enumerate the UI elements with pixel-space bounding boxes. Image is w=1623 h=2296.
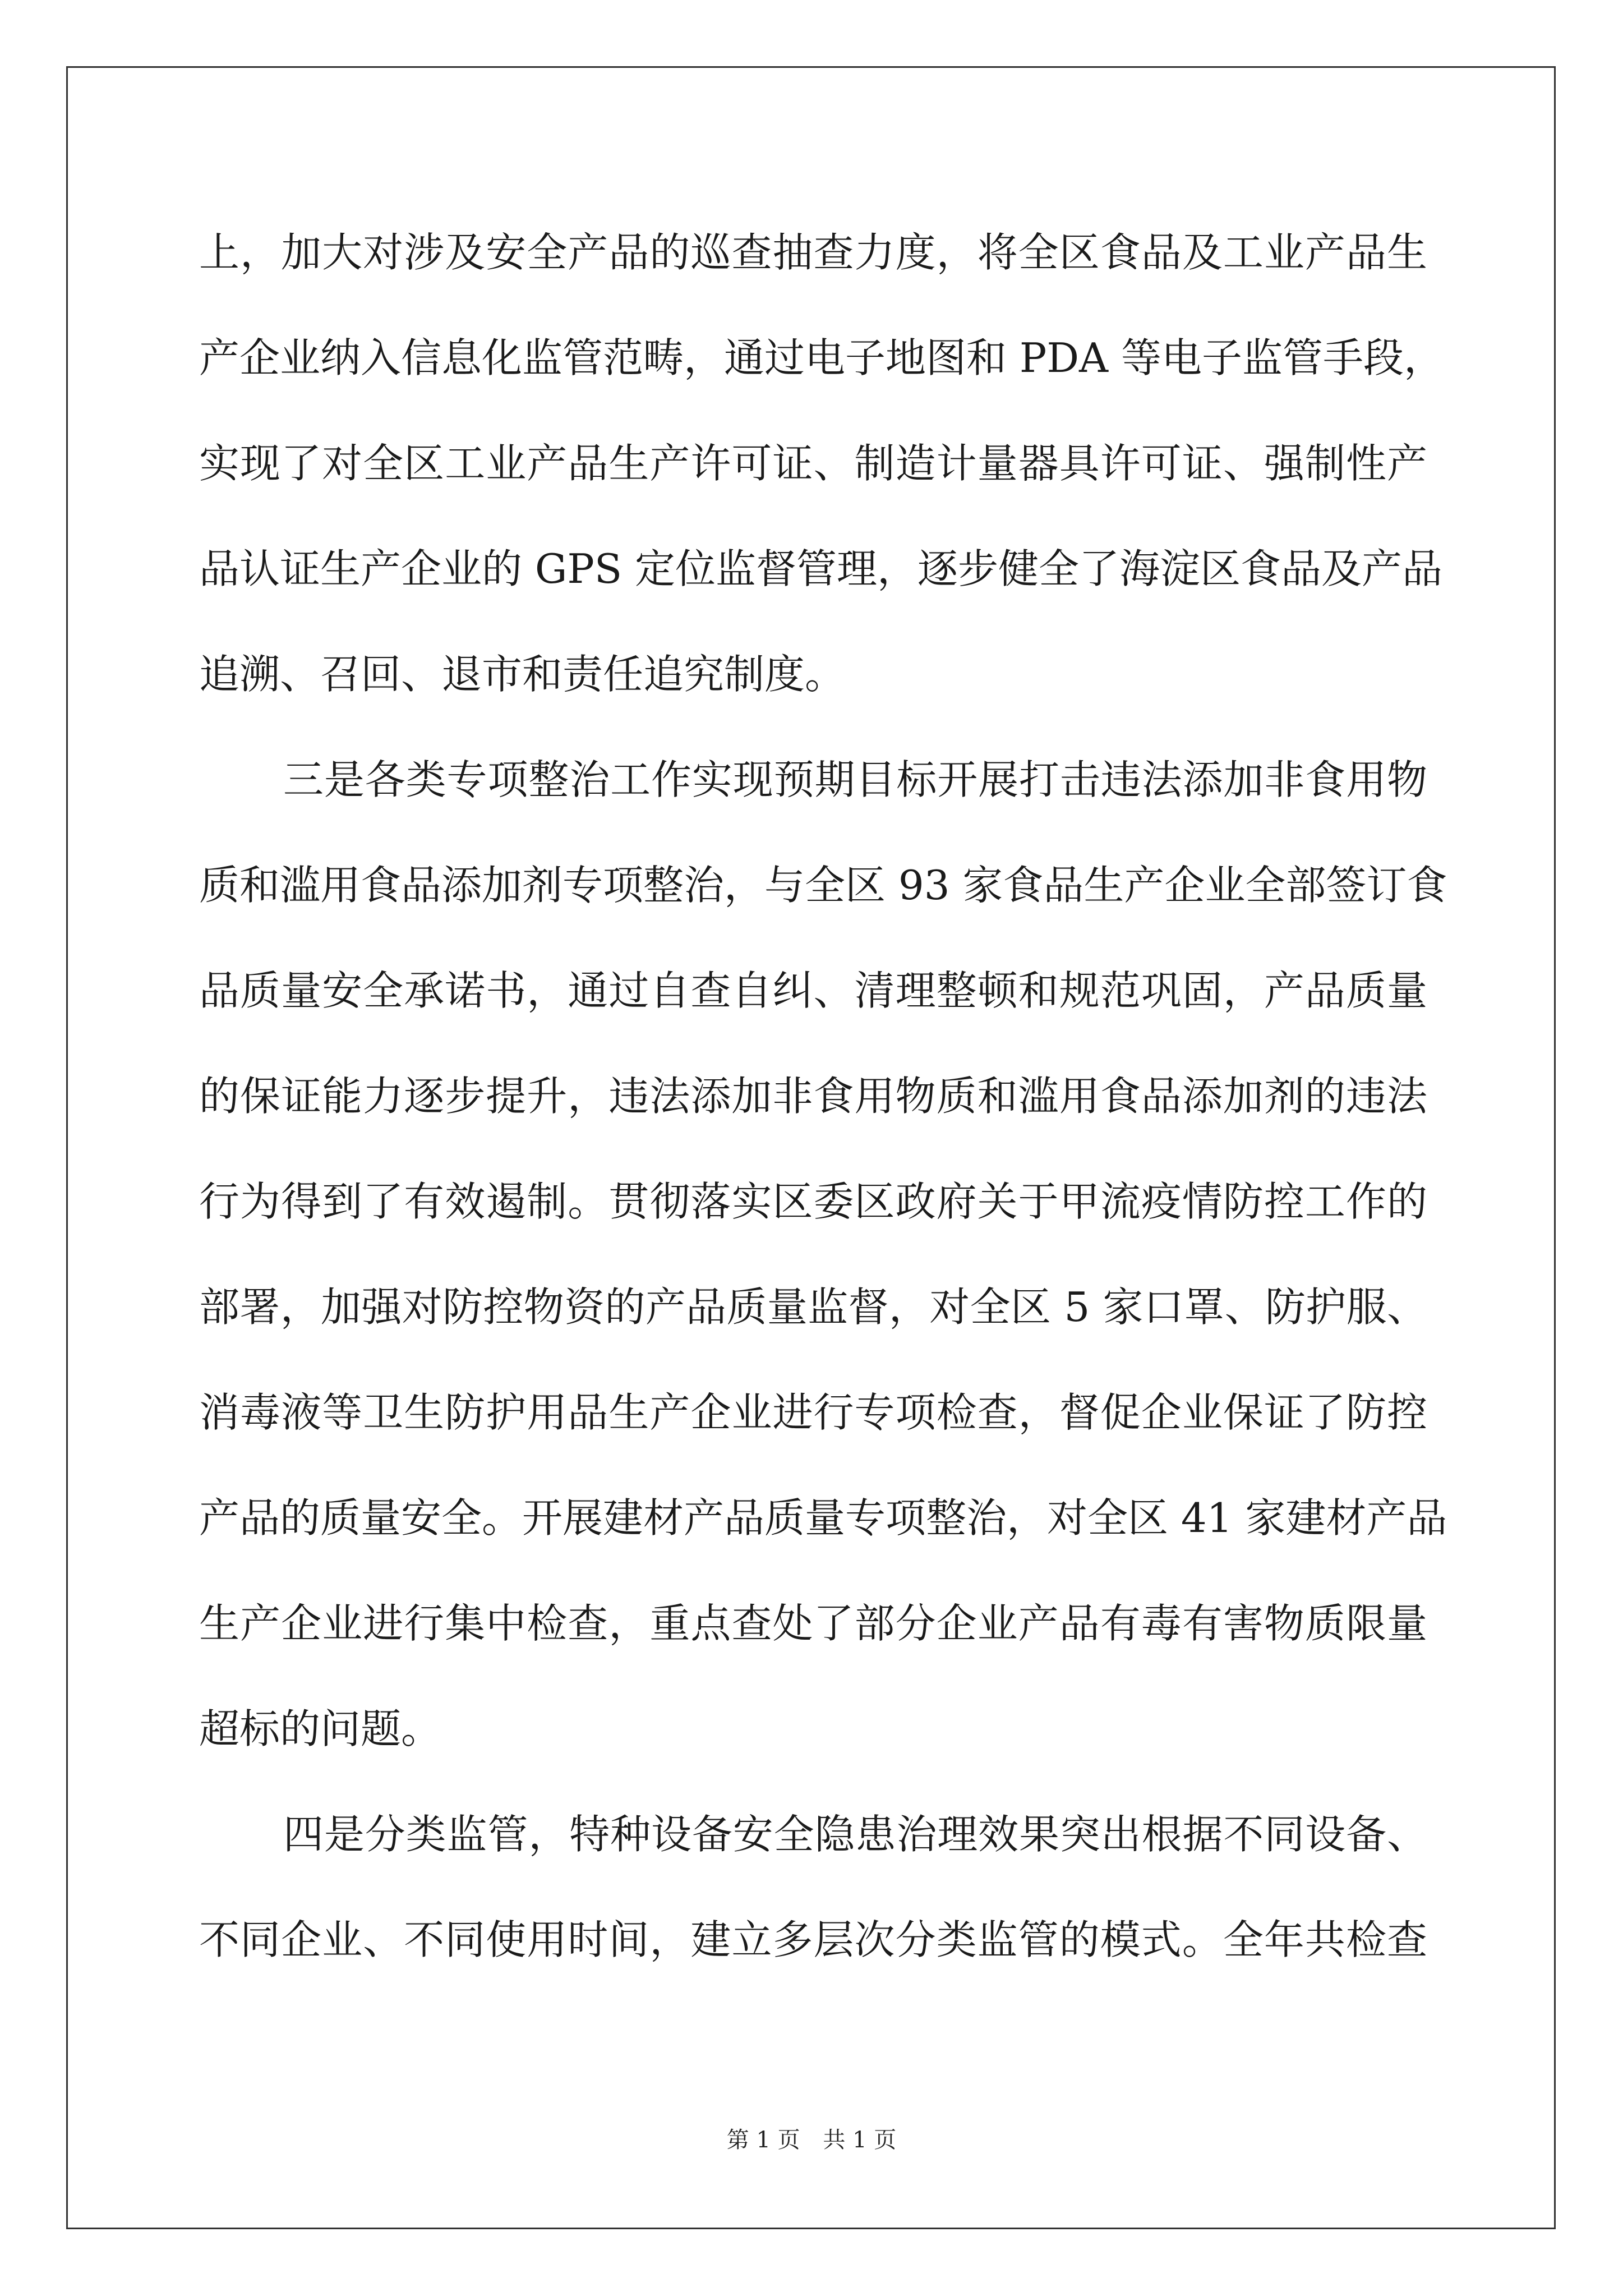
page-total: 共 1 页	[823, 2127, 897, 2153]
body-line-7: 质和滥用食品添加剂专项整治，与全区 93 家食品生产企业全部签订食	[199, 862, 1447, 909]
page-footer	[0, 2123, 1623, 2157]
body-line-2: 产企业纳入信息化监管范畴，通过电子地图和 PDA 等电子监管手段，	[199, 334, 1444, 381]
body-line-3: 实现了对全区工业产品生产许可证、制造计量器具许可证、强制性产	[199, 440, 1427, 487]
body-line-11: 部署，加强对防控物资的产品质量监督，对全区 5 家口罩、防护服、	[199, 1283, 1427, 1331]
document-body	[199, 210, 1447, 2003]
body-line-1: 上，加大对涉及安全产品的巡查抽查力度，将全区食品及工业产品生	[199, 229, 1427, 276]
body-line-10: 行为得到了有效遏制。贯彻落实区委区政府关于甲流疫情防控工作的	[199, 1178, 1427, 1225]
body-line-13: 产品的质量安全。开展建材产品质量专项整治，对全区 41 家建材产品	[199, 1494, 1447, 1542]
body-line-5: 追溯、召回、退市和责任追究制度。	[199, 651, 846, 698]
body-line-14: 生产企业进行集中检查，重点查处了部分企业产品有毒有害物质限量	[199, 1600, 1427, 1647]
body-line-15: 超标的问题。	[199, 1705, 442, 1752]
body-line-16: 四是分类监管，特种设备安全隐患治理效果突出根据不同设备、	[283, 1811, 1427, 1858]
body-line-9: 的保证能力逐步提升，违法添加非食用物质和滥用食品添加剂的违法	[199, 1073, 1427, 1120]
body-line-17: 不同企业、不同使用时间，建立多层次分类监管的模式。全年共检查	[199, 1916, 1427, 1963]
page-number: 第 1 页	[726, 2127, 800, 2153]
body-line-6: 三是各类专项整治工作实现预期目标开展打击违法添加非食用物	[283, 756, 1427, 803]
body-line-12: 消毒液等卫生防护用品生产企业进行专项检查，督促企业保证了防控	[199, 1389, 1427, 1436]
body-line-4: 品认证生产企业的 GPS 定位监督管理，逐步健全了海淀区食品及产品	[199, 545, 1443, 592]
body-line-8: 品质量安全承诺书，通过自查自纠、清理整顿和规范巩固，产品质量	[199, 967, 1427, 1014]
